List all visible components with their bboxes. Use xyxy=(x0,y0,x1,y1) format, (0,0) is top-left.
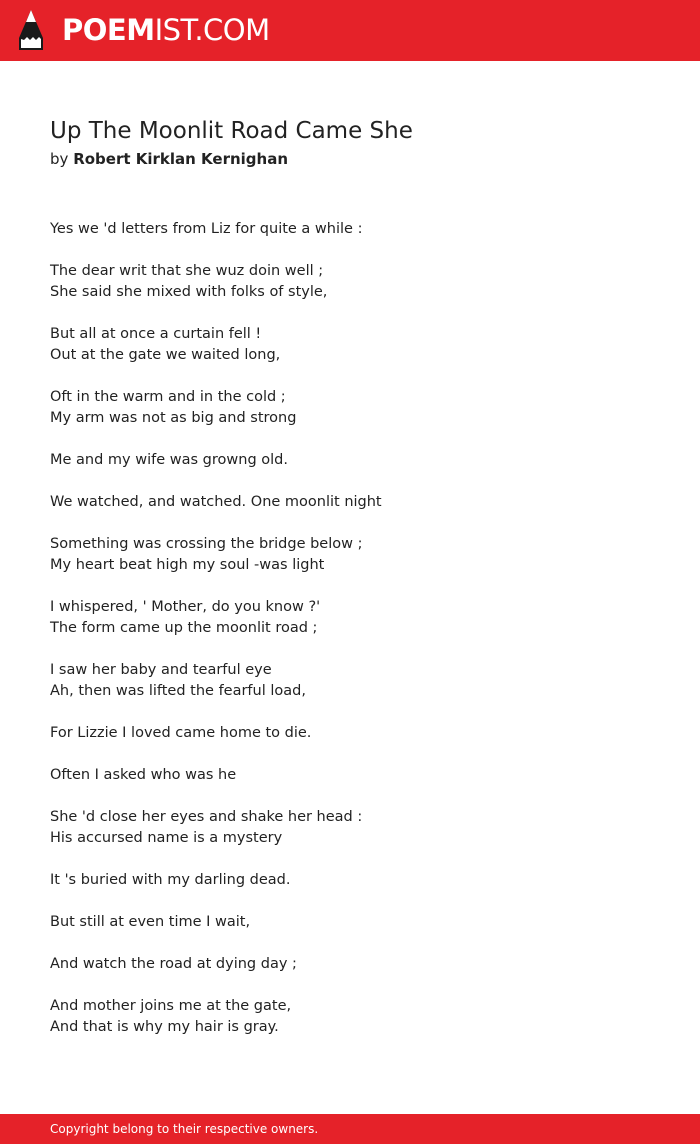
poem-line: And mother joins me at the gate, xyxy=(50,998,292,1014)
poem-line: She said she mixed with folks of style, xyxy=(50,284,328,300)
poem-stanza xyxy=(50,492,650,513)
poem-body xyxy=(50,219,650,1038)
poem-stanza xyxy=(50,996,650,1038)
poem-stanza xyxy=(50,219,650,240)
poem-stanza xyxy=(50,261,650,303)
poem-line: It 's buried with my darling dead. xyxy=(50,872,291,888)
poem-line: Oft in the warm and in the cold ; xyxy=(50,389,286,405)
poem-line: But all at once a curtain fell ! xyxy=(50,326,262,342)
poem-stanza xyxy=(50,765,650,786)
poem-stanza xyxy=(50,723,650,744)
poem-stanza xyxy=(50,954,650,975)
poem-content xyxy=(50,114,650,1059)
logo-wordmark xyxy=(62,13,270,47)
poem-line: My arm was not as big and strong xyxy=(50,410,297,426)
site-logo[interactable] xyxy=(0,0,300,61)
byline-label: by xyxy=(50,150,69,168)
poem-line: And that is why my hair is gray. xyxy=(50,1019,279,1035)
poem-line: For Lizzie I loved came home to die. xyxy=(50,725,312,741)
poem-stanza xyxy=(50,324,650,366)
poem-line: Me and my wife was growng old. xyxy=(50,452,288,468)
poem-line: My heart beat high my soul -was light xyxy=(50,557,325,573)
poem-line: And watch the road at dying day ; xyxy=(50,956,297,972)
poem-stanza xyxy=(50,807,650,849)
poem-line: We watched, and watched. One moonlit night xyxy=(50,494,382,510)
logo-text-bold: POEM xyxy=(62,13,155,47)
poem-line: The form came up the moonlit road ; xyxy=(50,620,318,636)
poem-line: But still at even time I wait, xyxy=(50,914,251,930)
poem-stanza xyxy=(50,597,650,639)
poem-stanza xyxy=(50,660,650,702)
poem-line: Often I asked who was he xyxy=(50,767,237,783)
poem-stanza xyxy=(50,450,650,471)
poem-line: I saw her baby and tearful eye xyxy=(50,662,272,678)
poem-stanza xyxy=(50,387,650,429)
site-header xyxy=(0,0,700,61)
poem-line: His accursed name is a mystery xyxy=(50,830,283,846)
poem-line: The dear writ that she wuz doin well ; xyxy=(50,263,324,279)
poem-line: Yes we 'd letters from Liz for quite a while : xyxy=(50,221,363,237)
pencil-tip-icon xyxy=(16,8,46,52)
poem-line: Out at the gate we waited long, xyxy=(50,347,281,363)
poem-title: Up The Moonlit Road Came She xyxy=(50,118,413,144)
site-footer xyxy=(0,1114,700,1144)
poem-stanza xyxy=(50,912,650,933)
poem-line: Something was crossing the bridge below ; xyxy=(50,536,363,552)
logo-text-light: IST.COM xyxy=(154,13,270,47)
poem-line: I whispered, ' Mother, do you know ?' xyxy=(50,599,321,615)
poem-stanza xyxy=(50,870,650,891)
poem-line: Ah, then was lifted the fearful load, xyxy=(50,683,306,699)
poem-stanza xyxy=(50,534,650,576)
poem-author: Robert Kirklan Kernighan xyxy=(73,150,289,168)
poem-byline xyxy=(50,148,650,170)
poem-line: She 'd close her eyes and shake her head : xyxy=(50,809,363,825)
copyright-notice: Copyright belong to their respective owners. xyxy=(50,1122,319,1136)
